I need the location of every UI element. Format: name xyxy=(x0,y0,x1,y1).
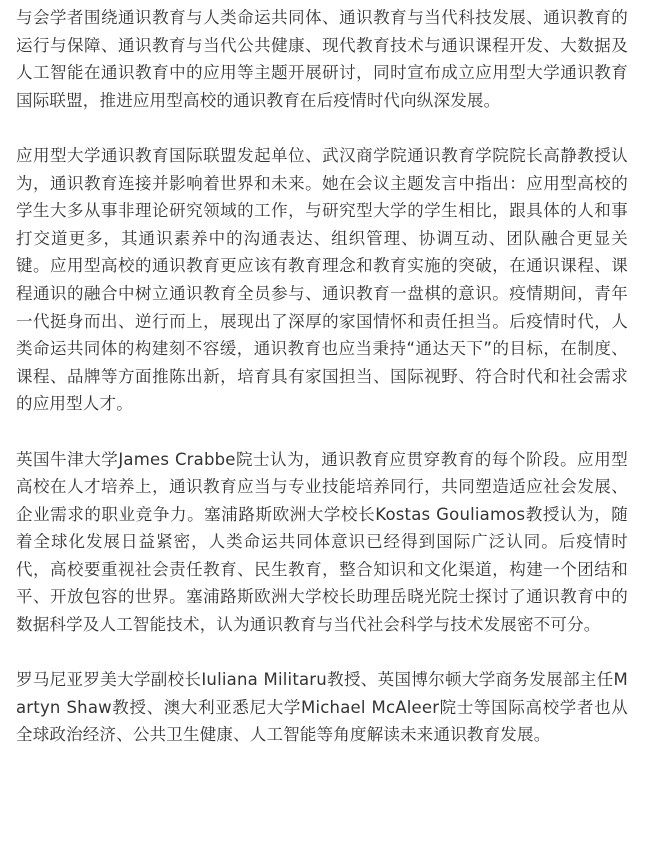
paragraph-other-scholars: 罗马尼亚罗美大学副校长Iuliana Militaru教授、英国博尔顿大学商务发展部主任Martyn Shaw教授、澳大利亚悉尼大学Michael McAleer院士等国际高校学者也从全球政治经济、公共卫生健康、人工智能等角度解读未来通识教育发展。 xyxy=(16,670,628,745)
paragraph-gao-jing-speech: 应用型大学通识教育国际联盟发起单位、武汉商学院通识教育学院院长高静教授认为，通识教育连接并影响着世界和未来。她在会议主题发言中指出：应用型高校的学生大多从事非理论研究领域的工作，与研究型大学的学生相比，跟具体的人和事打交道更多，其通识素养中的沟通表达、组织管理、协调互动、团队融合更显关键。应用型高校的通识教育更应该有教育理念和教育实施的突破，在通识课程、课程通识的融合中树立通识教育全员参与、通识教育一盘棋的意识。疫情期间，青年一代挺身而出、逆行而上，展现出了深厚的家国情怀和责任担当。后疫情时代，人类命运共同体的构建刻不容缓，通识教育也应当秉持“通达天下”的目标，在制度、课程、品牌等方面推陈出新，培育具有家国担当、国际视野、符合时代和社会需求的应用型人才。 xyxy=(16,145,628,414)
paragraph-conference-topics: 与会学者围绕通识教育与人类命运共同体、通识教育与当代科技发展、通识教育的运行与保障、通识教育与当代公共健康、现代教育技术与通识课程开发、大数据及人工智能在通识教育中的应用等主题开展研讨，同时宣布成立应用型大学通识教育国际联盟，推进应用型高校的通识教育在后疫情时代向纵深发展。 xyxy=(16,8,628,110)
paragraph-international-views: 英国牛津大学James Crabbe院士认为，通识教育应贯穿教育的每个阶段。应用型高校在人才培养上，通识教育应当与专业技能培养同行，共同塑造适应社会发展、企业需求的职业竞争力。塞浦路斯欧洲大学校长Kostas Gouliamos教授认为，随着全球化发展日益紧密，人类命运共同体意识已经得到国际广泛认同。后疫情时代，高校要重视社会责任教育、民生教育，整合知识和文化渠道，构建一个团结和平、开放包容的世界。塞浦路斯欧洲大学校长助理岳晓光院士探讨了通识教育中的数据科学及人工智能技术，认为通识教育与当代社会科学与技术发展密不可分。 xyxy=(16,449,628,635)
article-body xyxy=(16,4,628,749)
